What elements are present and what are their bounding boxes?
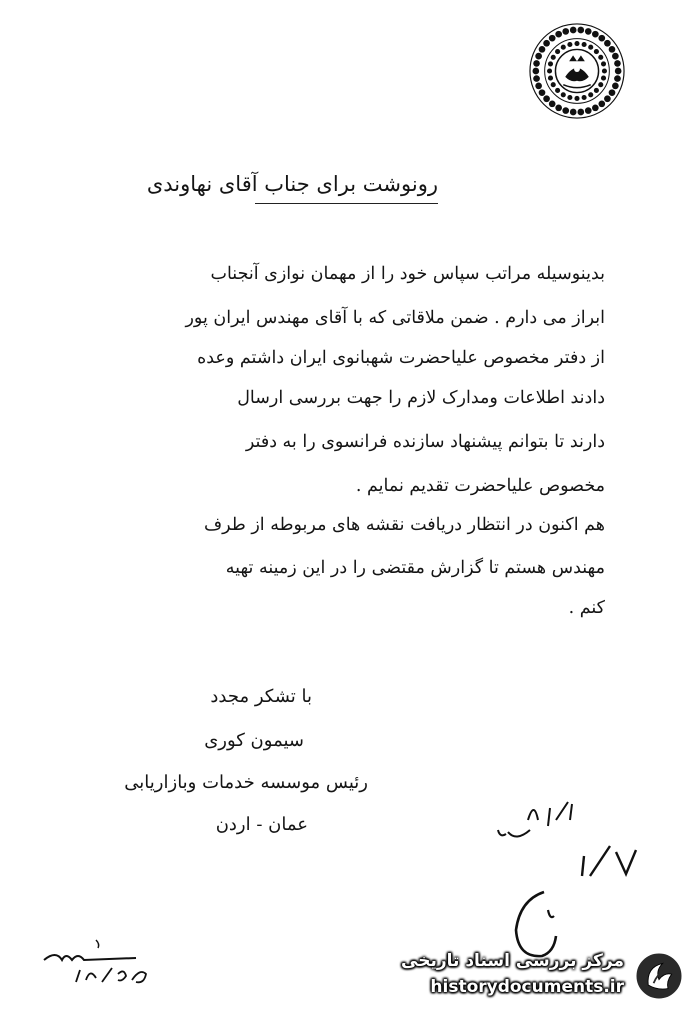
handwritten-reference-scribble — [36, 930, 176, 990]
watermark-url: historydocuments.ir — [430, 977, 624, 997]
body-line-5: دارند تا بتوانم پیشنهاد سازنده فرانسوی را به دفتر — [245, 432, 605, 452]
handwritten-note-signature — [490, 780, 680, 970]
subject-underline — [255, 203, 438, 204]
body-line-8: مهندس هستم تا گزارش مقتضی را در این زمینه تهیه — [225, 558, 605, 578]
body-line-3: از دفتر مخصوص علیاحضرت شهبانوی ایران داشتم وعده — [197, 348, 605, 368]
body-line-1: بدینوسیله مراتب سپاس خود را از مهمان نوازی آنجناب — [210, 264, 605, 284]
signer-name: سیمون کوری — [204, 730, 304, 751]
signer-location: عمان - اردن — [215, 814, 308, 835]
body-line-6: مخصوص علیاحضرت تقدیم نمایم . — [355, 476, 605, 496]
body-line-9: کنم . — [568, 598, 605, 618]
body-line-2: ابراز می دارم . ضمن ملاقاتی که با آقای مهندس ایران پور — [185, 308, 605, 328]
watermark-title: مرکز بررسی اسناد تاریخی — [401, 951, 624, 971]
watermark — [396, 947, 686, 1005]
signer-position: رئیس موسسه خدمات وبازاریابی — [124, 772, 368, 793]
document-center-logo-icon — [632, 949, 686, 1003]
royal-crest-icon — [528, 22, 626, 120]
closing-thanks: با تشکر مجدد — [210, 686, 312, 707]
body-line-7: هم اکنون در انتظار دریافت نقشه های مربوطه از طرف — [204, 515, 605, 535]
subject-line-text: رونوشت برای جناب آقای نهاوندی — [146, 172, 438, 196]
body-line-4: دادند اطلاعات ومدارک لازم را جهت بررسی ارسال — [237, 388, 605, 408]
